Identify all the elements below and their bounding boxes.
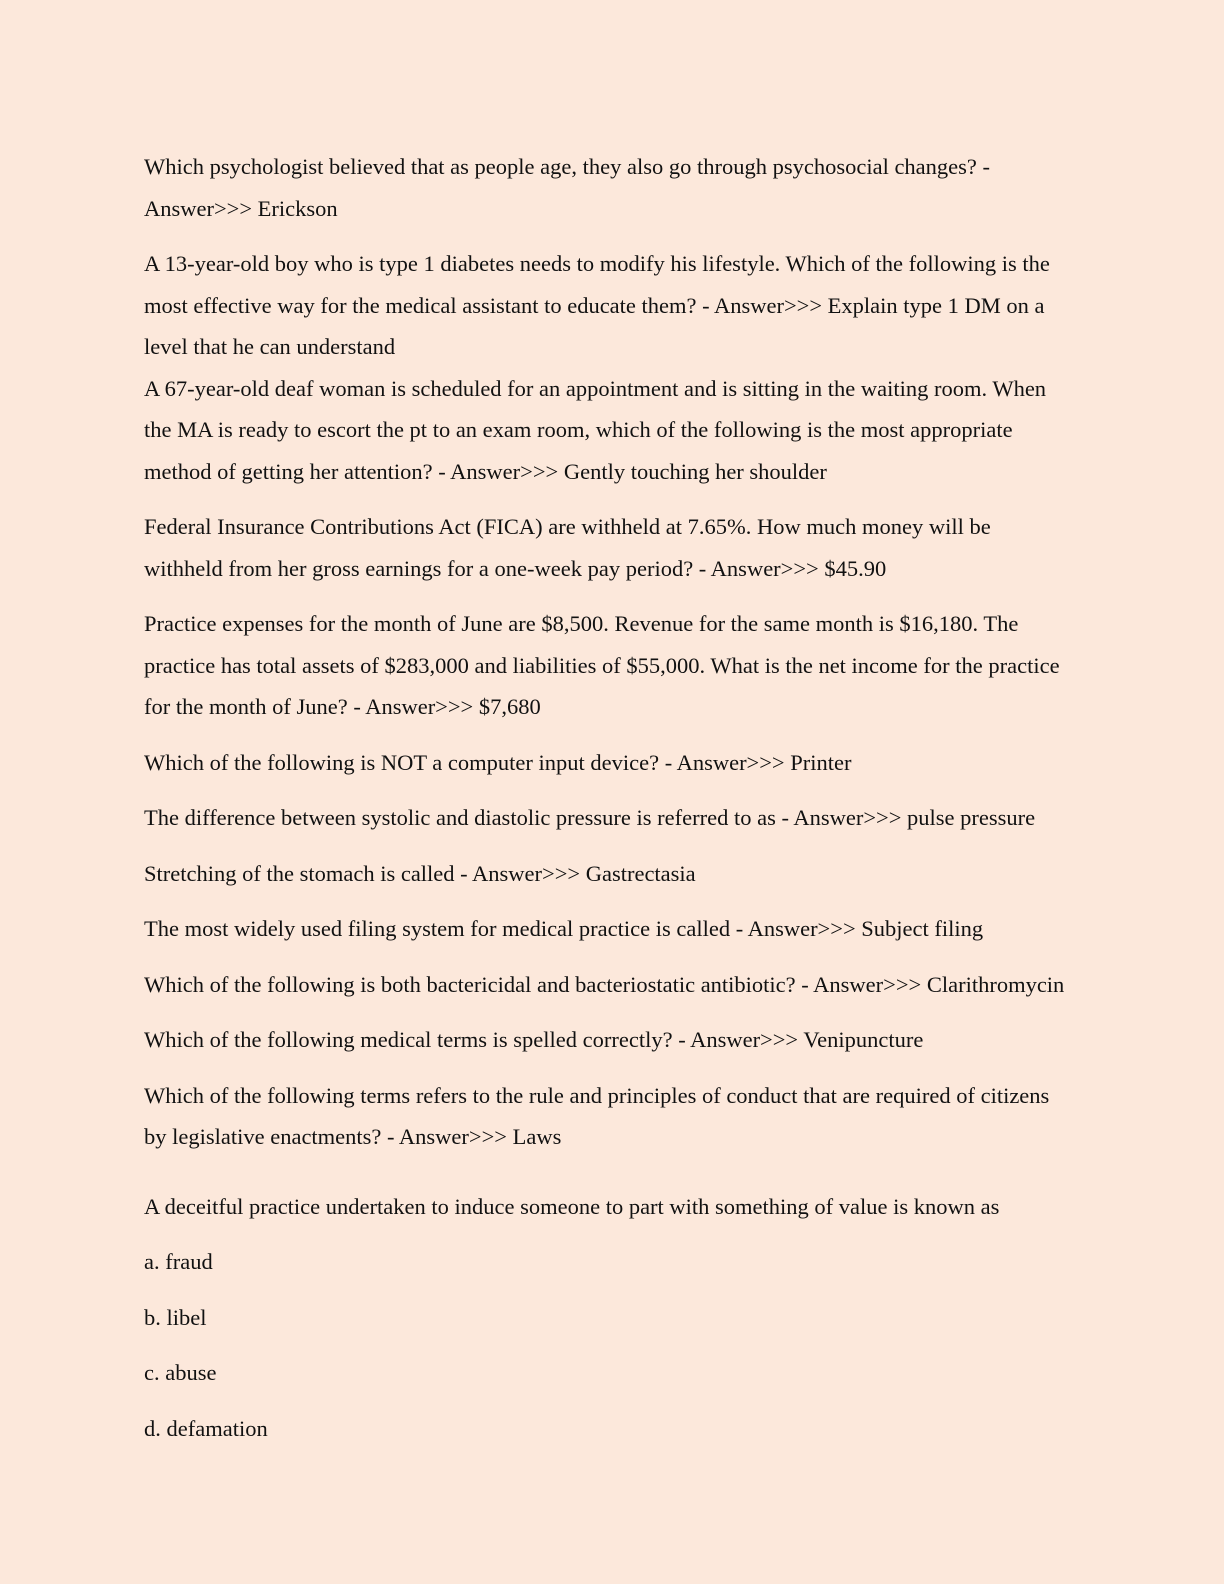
multiple-choice-question [144, 1186, 1074, 1450]
qa-paragraph-11: Which of the following medical terms is spelled correctly? - Answer>>> Venipuncture [144, 1027, 924, 1052]
qa-paragraph-10: Which of the following is both bactericidal and bacteriostatic antibiotic? - Answer>>> Clarithromycin [144, 971, 1065, 997]
qa-paragraph-7: The difference between systolic and diastolic pressure is referred to as - Answer>>> pulse pressure [144, 805, 1036, 830]
option-b: b. libel [144, 1304, 207, 1330]
option-a: a. fraud [144, 1249, 213, 1274]
qa-paragraph-5: Practice expenses for the month of June are $8,500. Revenue for the same month is $16,180. The practice has total assets of $283,000 and liabilities of $55,000. What is the net income for the practice for the month of June? - Answer>>> $7,680 [144, 611, 1060, 719]
qa-paragraph-6: Which of the following is NOT a computer input device? - Answer>>> Printer [144, 749, 852, 775]
qa-paragraph-8: Stretching of the stomach is called - Answer>>> Gastrectasia [144, 860, 696, 886]
qa-paragraph-2: A 13-year-old boy who is type 1 diabetes needs to modify his lifestyle. Which of the following is the most effective way for the medical assistant to educate them? - Answer>>> Explain type 1 DM on a level that he can understand [144, 251, 1050, 359]
qa-paragraph-9: The most widely used filing system for medical practice is called - Answer>>> Subject filing [144, 916, 984, 941]
question-stem: A deceitful practice undertaken to induce someone to part with something of value is known as [144, 1193, 1000, 1219]
option-c: c. abuse [144, 1360, 217, 1385]
qa-paragraph-1: Which psychologist believed that as people age, they also go through psychosocial changes? - Answer>>> Erickson [144, 154, 991, 221]
qa-paragraph-12: Which of the following terms refers to the rule and principles of conduct that are required of citizens by legislative enactments? - Answer>>> Laws [144, 1082, 1050, 1149]
qa-paragraph-4: Federal Insurance Contributions Act (FICA) are withheld at 7.65%. How much money will be withheld from her gross earnings for a one-week pay period? - Answer>>> $45.90 [144, 514, 991, 581]
option-d: d. defamation [144, 1415, 268, 1441]
qa-paragraph-3: A 67-year-old deaf woman is scheduled for an appointment and is sitting in the waiting room. When the MA is ready to escort the pt to an exam room, which of the following is the most appropriate method of getting her attention? - Answer>>> Gently touching her shoulder [144, 375, 1047, 484]
